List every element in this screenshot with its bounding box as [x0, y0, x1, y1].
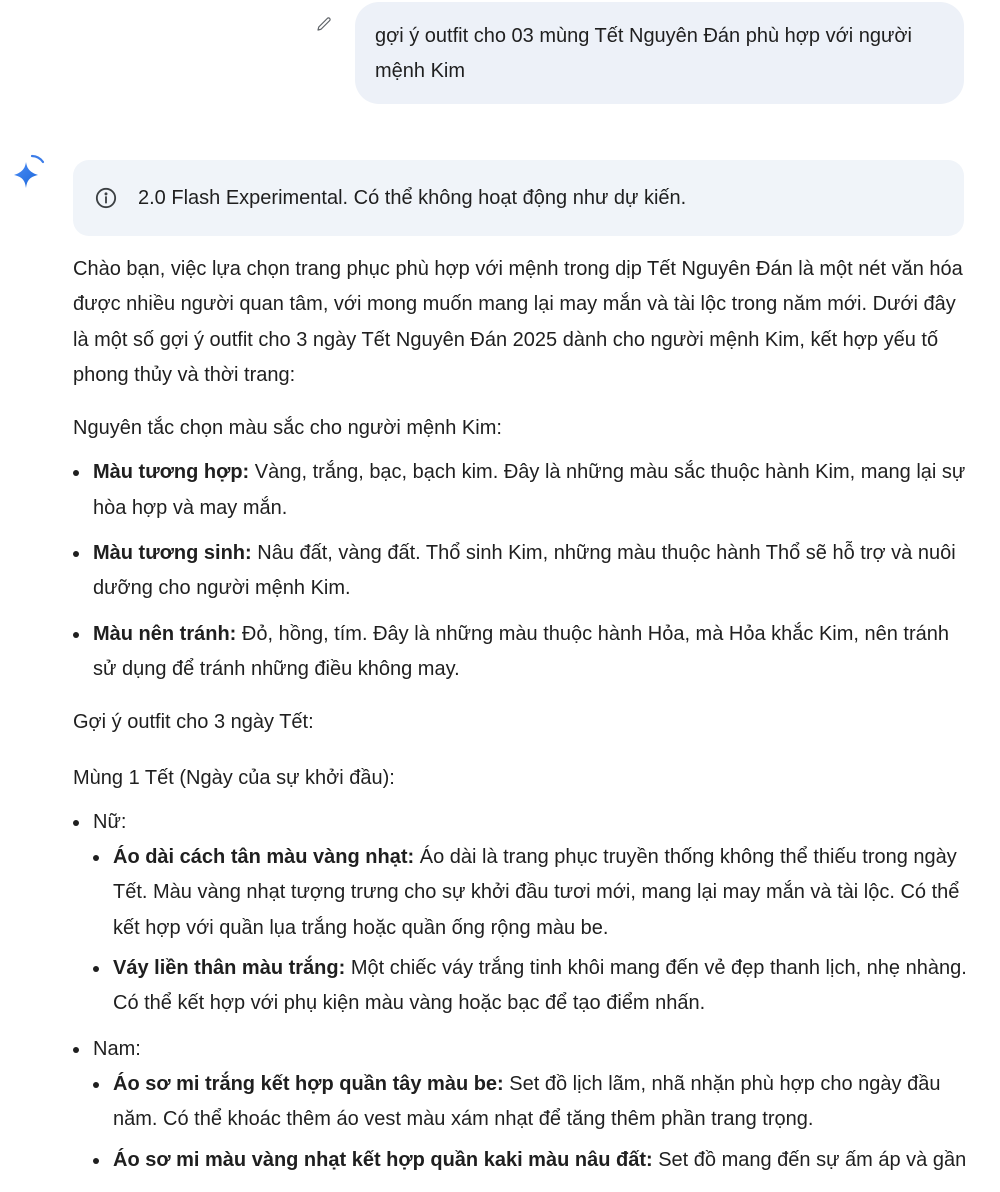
- outfit-heading: Gợi ý outfit cho 3 ngày Tết:: [73, 711, 314, 734]
- model-notice-banner: [73, 160, 964, 236]
- list-item: Váy liền thân màu trắng: Một chiếc váy trắng tinh khôi mang đến vẻ đẹp thanh lịch, nhẹ nhàng. Có thể kết hợp với phụ kiện màu vàng hoặc bạc để tạo điểm nhấn.: [93, 951, 968, 1022]
- list-item-female: Nữ: Áo dài cách tân màu vàng nhạt: Áo dài là trang phục truyền thống không thể thiếu trong ngày Tết. Màu vàng nhạt tượng trưng cho sự khởi đầu tươi mới, mang lại may mắn và tài lộc. Có thể kết hợp với quần lụa trắng hoặc quần ống rộng màu be. Váy liền thân màu trắng: Một chiếc váy trắng tinh khôi mang đến vẻ đẹp thanh lịch, nhẹ nhàng. Có thể kết hợp với phụ kiện màu vàng hoặc bạc để tạo điểm nhấn.: [73, 805, 968, 1022]
- user-prompt-text: gợi ý outfit cho 03 mùng Tết Nguyên Đán phù hợp với người mệnh Kim: [375, 25, 912, 82]
- color-rules-list: [73, 455, 968, 687]
- model-notice-text: 2.0 Flash Experimental. Có thể không hoạt động như dự kiến.: [138, 186, 687, 209]
- response-intro: Chào bạn, việc lựa chọn trang phục phù hợp với mệnh trong dịp Tết Nguyên Đán là một nét văn hóa được nhiều người quan tâm, với mong muốn mang lại may mắn và tài lộc trong năm mới. Dưới đây là một số gợi ý outfit cho 3 ngày Tết Nguyên Đán 2025 dành cho người mệnh Kim, kết hợp yếu tố phong thủy và thời trang:: [73, 258, 963, 386]
- list-item: Màu nên tránh: Đỏ, hồng, tím. Đây là những màu thuộc hành Hỏa, mà Hỏa khắc Kim, nên tránh sử dụng để tránh những điều không may.: [73, 617, 968, 688]
- male-outfits-list: [93, 1067, 968, 1178]
- day1-heading: Mùng 1 Tết (Ngày của sự khởi đầu):: [73, 766, 395, 789]
- list-item: Áo dài cách tân màu vàng nhạt: Áo dài là trang phục truyền thống không thể thiếu trong ngày Tết. Màu vàng nhạt tượng trưng cho sự khởi đầu tươi mới, mang lại may mắn và tài lộc. Có thể kết hợp với quần lụa trắng hoặc quần ống rộng màu be.: [93, 840, 968, 946]
- female-outfits-list: [93, 840, 968, 1021]
- day1-list: [73, 805, 968, 1178]
- sparkle-icon: [12, 154, 46, 190]
- edit-prompt-button[interactable]: [312, 14, 336, 38]
- list-item: Màu tương hợp: Vàng, trắng, bạc, bạch kim. Đây là những màu sắc thuộc hành Kim, mang lại sự hòa hợp và may mắn.: [73, 455, 968, 526]
- list-item: Màu tương sinh: Nâu đất, vàng đất. Thổ sinh Kim, những màu thuộc hành Thổ sẽ hỗ trợ và nuôi dưỡng cho người mệnh Kim.: [73, 536, 968, 607]
- assistant-response: [73, 252, 968, 1188]
- list-item: Áo sơ mi trắng kết hợp quần tây màu be: Set đồ lịch lãm, nhã nhặn phù hợp cho ngày đầu năm. Có thể khoác thêm áo vest màu xám nhạt để tăng thêm phần trang trọng.: [93, 1067, 968, 1138]
- info-icon: [95, 187, 117, 209]
- list-item: Áo sơ mi màu vàng nhạt kết hợp quần kaki màu nâu đất: Set đồ mang đến sự ấm áp và gần: [93, 1143, 968, 1178]
- user-prompt-bubble: [355, 2, 964, 104]
- pencil-icon: [315, 15, 333, 38]
- color-rules-heading: Nguyên tắc chọn màu sắc cho người mệnh Kim:: [73, 417, 502, 440]
- list-item-male: Nam: Áo sơ mi trắng kết hợp quần tây màu be: Set đồ lịch lãm, nhã nhặn phù hợp cho ngày đầu năm. Có thể khoác thêm áo vest màu xám nhạt để tăng thêm phần trang trọng. Áo sơ mi màu vàng nhạt kết hợp quần kaki màu nâu đất: Set đồ mang đến sự ấm áp và gần: [73, 1032, 968, 1178]
